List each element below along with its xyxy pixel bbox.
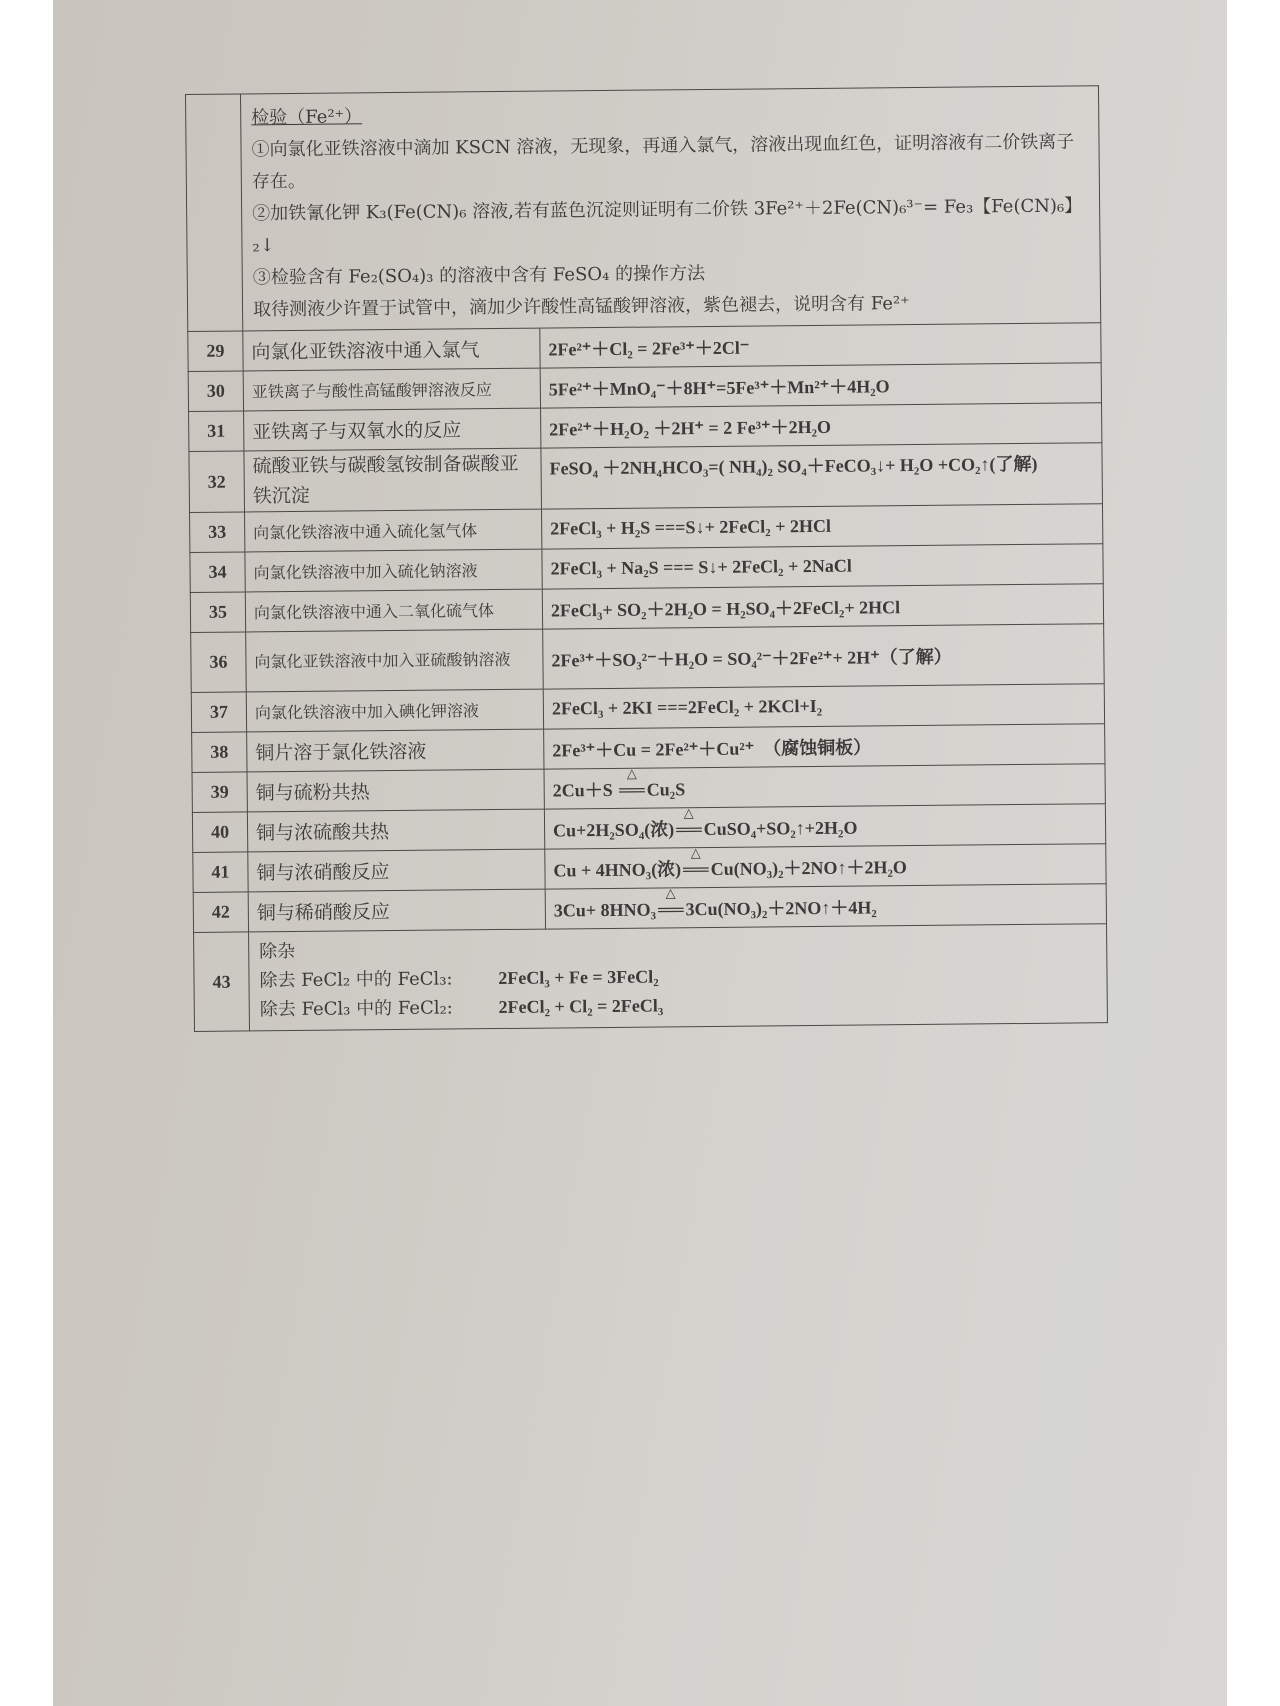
reaction-name: 向氯化亚铁溶液中加入亚硫酸钠溶液 <box>246 629 544 692</box>
eq-bar: ══ <box>676 818 702 839</box>
reaction-equation: 2Fe³⁺＋SO₃²⁻＋H₂O = SO₄²⁻＋2Fe²⁺+ 2H⁺（了解） <box>543 624 1105 689</box>
heat-condition <box>617 765 647 800</box>
row-number: 42 <box>193 892 248 933</box>
impurity-equation: 2FeCl₂ + Cl₂ = 2FeCl₃ <box>498 995 664 1018</box>
row-number: 41 <box>193 852 248 893</box>
reaction-equation: 2Fe²⁺＋H₂O₂ ＋2H⁺ = 2 Fe³⁺＋2H₂O <box>541 403 1102 448</box>
reaction-equation: FeSO₄ ＋2NH₄HCO₃=( NH₄)₂ SO₄＋FeCO₃↓+ H₂O +CO₂↑(了解) <box>541 443 1103 509</box>
intro-line-1: ①向氯化亚铁溶液中滴加 KSCN 溶液，无现象，再通入氯气，溶液出现血红色，证明溶液有二价铁离子存在。 <box>251 131 1075 193</box>
row-number: 43 <box>194 932 250 1032</box>
eq-reactants: 2Cu＋S <box>552 779 618 801</box>
section-title: 检验（Fe²⁺） <box>251 106 363 129</box>
reaction-name: 向氯化铁溶液中加入碘化钾溶液 <box>246 689 543 732</box>
row-number: 39 <box>192 772 247 813</box>
reaction-equation: 2FeCl₃ + Na₂S === S↓+ 2FeCl₂ + 2NaCl <box>542 544 1103 589</box>
heat-delta-icon: △ <box>690 844 701 860</box>
eq-reactants: Cu + 4HNO₃(浓) <box>553 858 682 880</box>
heat-condition <box>674 804 704 840</box>
reaction-equation <box>544 804 1105 849</box>
row-number: 36 <box>191 632 247 693</box>
row-number: 32 <box>189 451 245 513</box>
reaction-name: 硫酸亚铁与碳酸氢铵制备碳酸亚铁沉淀 <box>244 448 542 512</box>
eq-bar: ══ <box>683 858 709 879</box>
reaction-name: 铜与硫粉共热 <box>247 769 544 812</box>
reaction-name: 向氯化铁溶液中通入硫化氢气体 <box>245 509 542 552</box>
reaction-equation <box>544 764 1105 809</box>
heat-delta-icon: △ <box>626 765 637 781</box>
row-number: 40 <box>192 812 247 853</box>
reaction-equation: 5Fe²⁺＋MnO₄⁻＋8H⁺=5Fe³⁺＋Mn²⁺＋4H₂O <box>540 363 1101 408</box>
section-title: 除杂 <box>259 940 296 963</box>
reaction-equation: 2FeCl₃ + 2KI ===2FeCl₂ + 2KCl+I₂ <box>543 684 1104 729</box>
reaction-name: 铜片溶于氯化铁溶液 <box>247 729 544 772</box>
intro-line-3: ③检验含有 Fe₂(SO₄)₃ 的溶液中含有 FeSO₄ 的操作方法 <box>252 263 706 289</box>
row-number: 30 <box>188 371 243 412</box>
row-number: 29 <box>188 331 243 372</box>
reaction-name: 铜与稀硝酸反应 <box>248 889 545 932</box>
eq-products: 3Cu(NO₃)₂＋2NO↑＋4H₂ <box>685 896 877 919</box>
reaction-name: 向氯化铁溶液中通入二氧化硫气体 <box>245 589 542 632</box>
intro-num-cell <box>186 94 243 332</box>
eq-bar: ══ <box>619 779 645 800</box>
paper-sheet <box>53 0 1227 1706</box>
row-number: 31 <box>189 411 244 452</box>
impurity-label: 除去 FeCl₂ 中的 FeCl₃: <box>259 968 453 992</box>
row-number: 34 <box>190 552 245 593</box>
reaction-name: 向氯化亚铁溶液中通入氯气 <box>243 328 540 371</box>
eq-bar: ══ <box>657 898 684 919</box>
row-number: 37 <box>191 692 246 733</box>
heat-delta-icon: △ <box>665 884 676 900</box>
reaction-equation: 2Fe³⁺＋Cu = 2Fe²⁺＋Cu²⁺ （腐蚀铜板） <box>544 724 1105 769</box>
fe2-test-section <box>241 86 1101 331</box>
row-number: 38 <box>192 732 247 773</box>
intro-row <box>186 86 1101 332</box>
table-row-impurity-removal <box>194 924 1108 1032</box>
eq-products: Cu(NO₃)₂＋2NO↑＋2H₂O <box>710 856 907 879</box>
eq-reactants: 3Cu+ 8HNO₃ <box>553 899 657 920</box>
table-row <box>189 443 1103 513</box>
reaction-equation <box>545 884 1106 929</box>
row-number: 33 <box>190 512 245 553</box>
impurity-equation: 2FeCl₃ + Fe = 3FeCl₂ <box>498 966 659 989</box>
intro-line-2: ②加铁氰化钾 K₃(Fe(CN)₆ 溶液,若有蓝色沉淀则证明有二价铁 3Fe²⁺＋2Fe(CN)₆³⁻= Fe₃【Fe(CN)₆】₂↓ <box>252 195 1083 257</box>
reaction-table <box>185 85 1108 1032</box>
reaction-equation: 2FeCl₃+ SO₂＋2H₂O = H₂SO₄＋2FeCl₂+ 2HCl <box>542 584 1103 629</box>
intro-line-4: 取待测液少许置于试管中，滴加少许酸性高锰酸钾溶液，紫色褪去，说明含有 Fe²⁺ <box>252 293 910 321</box>
heat-condition <box>681 844 711 879</box>
eq-products: Cu₂S <box>646 778 686 800</box>
heat-condition <box>656 884 686 920</box>
reaction-name: 亚铁离子与双氧水的反应 <box>244 408 541 451</box>
reaction-name: 铜与浓硫酸共热 <box>247 809 544 852</box>
reaction-equation <box>545 844 1106 889</box>
impurity-removal-section <box>249 924 1108 1031</box>
row-number: 35 <box>190 592 245 633</box>
impurity-label: 除去 FeCl₃ 中的 FeCl₂: <box>259 997 453 1021</box>
eq-reactants: Cu+2H₂SO₄(浓) <box>552 818 675 841</box>
reaction-equation: 2FeCl₃ + H₂S ===S↓+ 2FeCl₂ + 2HCl <box>542 504 1103 549</box>
table-row <box>191 624 1105 693</box>
heat-delta-icon: △ <box>683 804 694 820</box>
reaction-equation: 2Fe²⁺＋Cl₂ = 2Fe³⁺＋2Cl⁻ <box>540 323 1101 368</box>
eq-products: CuSO₄+SO₂↑+2H₂O <box>703 817 858 839</box>
reaction-name: 铜与浓硝酸反应 <box>248 849 545 892</box>
reaction-name: 亚铁离子与酸性高锰酸钾溶液反应 <box>243 368 540 411</box>
reaction-name: 向氯化铁溶液中加入硫化钠溶液 <box>245 549 542 592</box>
